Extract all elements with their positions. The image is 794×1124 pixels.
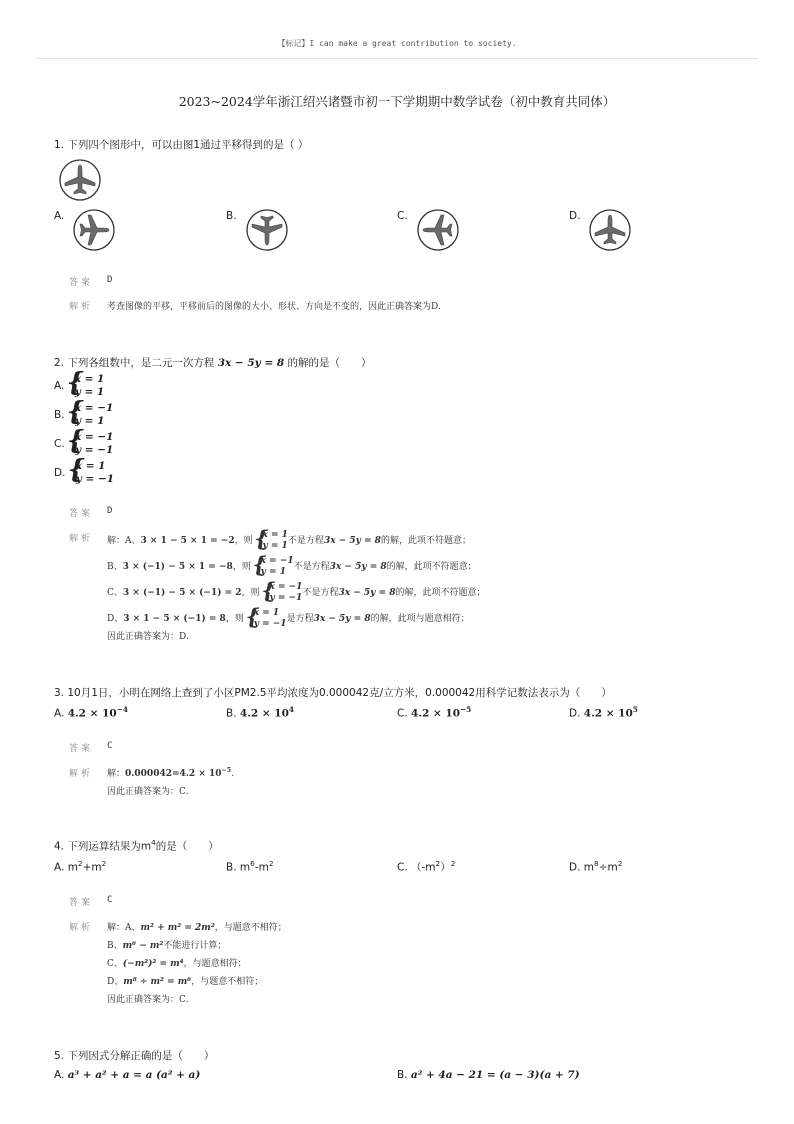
q4-answer: C (107, 895, 113, 905)
q3-option-b: B. $4.2 \times 10^4$ (226, 705, 295, 720)
airplane-icon (588, 208, 632, 252)
q2-analysis-line: C、3 × (−1) − 5 × (−1) = 2，则 { x = −1 y = −1 不是方程3x − 5y = 8的解，此项不符题意； (107, 582, 485, 603)
q3-analysis: 解：$0.000042=4.2 \times 10^{-5}$. (107, 767, 235, 779)
analysis-label: 解析 (69, 923, 94, 933)
page-title: 2023~2024学年浙江绍兴诸暨市初一下学期期中数学试卷（初中教育共同体） (178, 94, 616, 109)
q4-analysis-line: C、(−m²)² = m⁴，与题意相符； (107, 959, 247, 969)
q5-option-a: A. a³ + a² + a = a (a² + a) (54, 1069, 201, 1081)
analysis-label: 解析 (69, 534, 94, 544)
q2-conclusion: 因此正确答案为：D. (107, 632, 189, 642)
q2-option-c: C. { x = −1 y = −1 (54, 431, 114, 457)
answer-label: 答案 (69, 278, 94, 288)
q1-option-d-label: D. (569, 210, 581, 222)
q4-analysis-line: B、m⁶ − m²不能进行计算； (107, 941, 227, 951)
q3-option-a: A. $4.2 \times 10^{-4}$ (54, 705, 128, 720)
header-note: 【标记】I can make a great contribution to society. (277, 39, 517, 48)
q1-answer: D (107, 275, 113, 285)
q4-conclusion: 因此正确答案为：C. (107, 995, 189, 1005)
q4-analysis-line: D、m⁸ ÷ m² = m⁶，与题意不相符； (107, 977, 264, 987)
q2-option-b: B. { x = −1 y = 1 (54, 402, 113, 428)
header-divider (36, 58, 758, 59)
q4-option-d: D. $m^8\div m^2$ (569, 859, 623, 874)
q2-answer: D (107, 506, 113, 516)
answer-label: 答案 (69, 509, 94, 519)
answer-label: 答案 (69, 898, 94, 908)
q4-option-a: A. $m^2+m^2$ (54, 859, 107, 874)
q4-option-c: C. $(-m^2)^2$ (397, 859, 456, 874)
q2-analysis-line: 解：A、3 × 1 − 5 × 1 = −2，则 { x = 1 y = 1 不是方程3x − 5y = 8的解，此项不符题意； (107, 530, 471, 551)
q4-option-b: B. $m^6-m^2$ (226, 859, 274, 874)
q1-option-b-label: B. (226, 210, 237, 222)
q2-option-d: D. { x = 1 y = −1 (54, 460, 114, 486)
analysis-label: 解析 (69, 302, 94, 312)
question-5-stem: 5. 下列因式分解正确的是（ ） (54, 1050, 215, 1062)
q5-option-b: B. a² + 4a − 21 = (a − 3)(a + 7) (397, 1069, 580, 1081)
analysis-label: 解析 (69, 769, 94, 779)
q2-analysis-line: D、3 × 1 − 5 × (−1) = 8，则 { x = 1 y = −1 是方程3x − 5y = 8的解，此项与题意相符； (107, 608, 470, 629)
q3-answer: C (107, 741, 113, 751)
question-3-stem: 3. 10月1日，小明在网络上查到了小区PM2.5平均浓度为0.000042克/立方米，0.000042用科学记数法表示为（ ） (54, 687, 612, 699)
airplane-icon (245, 208, 289, 252)
answer-label: 答案 (69, 744, 94, 754)
q1-option-c-label: C. (397, 210, 408, 222)
q1-analysis: 考查图像的平移，平移前后的图像的大小、形状、方向是不变的，因此正确答案为D. (107, 302, 441, 312)
q2-option-a: A. { x = 1 y = 1 (54, 373, 104, 399)
q3-option-d: D. $4.2 \times 10^5$ (569, 705, 638, 720)
q3-option-c: C. $4.2 \times 10^{-5}$ (397, 705, 472, 720)
airplane-icon (58, 158, 102, 202)
q2-analysis-line: B、3 × (−1) − 5 × 1 = −8，则 { x = −1 y = 1 不是方程3x − 5y = 8的解，此项不符题意； (107, 556, 477, 577)
question-1-stem: 1. 下列四个图形中，可以由图1通过平移得到的是（ ） (54, 139, 309, 151)
q4-analysis-line: 解：A、m² + m² = 2m²，与题意不相符； (107, 923, 287, 933)
airplane-icon (72, 208, 116, 252)
question-4-stem: 4. 下列运算结果为$m^4$的是（ ） (54, 838, 219, 853)
q3-conclusion: 因此正确答案为：C. (107, 787, 189, 797)
q1-option-a-label: A. (54, 210, 65, 222)
question-2-stem: 2. 下列各组数中，是二元一次方程 3x − 5y = 8 的解的是（ ） (54, 357, 372, 369)
airplane-icon (416, 208, 460, 252)
